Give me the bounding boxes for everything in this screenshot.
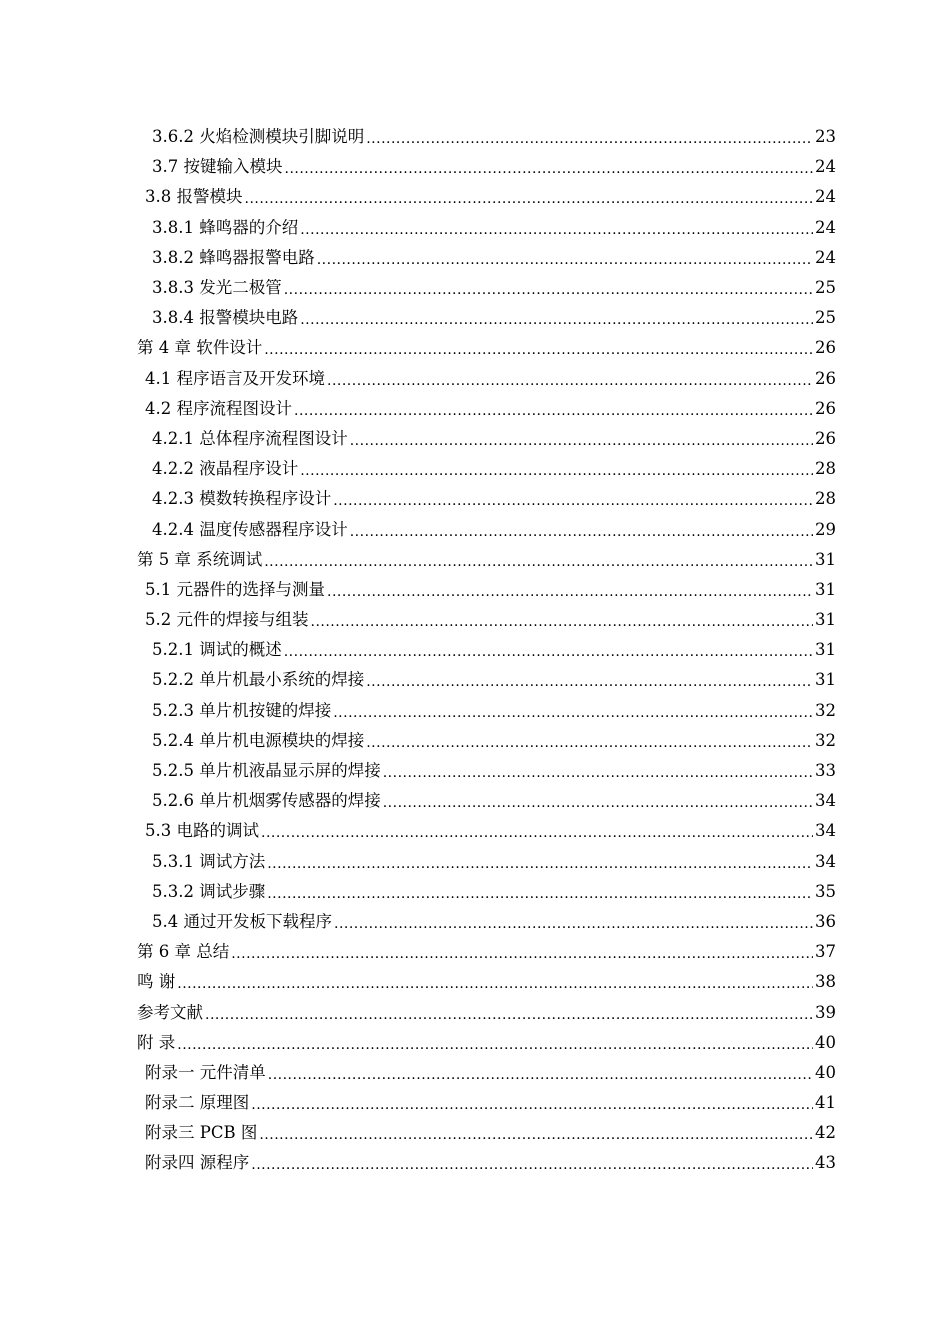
toc-entry-title: 3.7 按键输入模块 bbox=[152, 157, 283, 177]
toc-entry-title: 附录四 源程序 bbox=[145, 1153, 250, 1173]
toc-dot-leader bbox=[366, 665, 813, 695]
toc-entry-page-number: 24 bbox=[815, 187, 836, 207]
toc-entry-title: 3.8.4 报警模块电路 bbox=[152, 308, 299, 328]
toc-entry-title: 5.1 元器件的选择与测量 bbox=[145, 579, 325, 599]
toc-dot-leader bbox=[267, 877, 813, 907]
toc-entry-page-number: 36 bbox=[815, 911, 836, 931]
toc-entry[interactable] bbox=[0, 303, 950, 333]
toc-entry-title: 5.3.2 调试步骤 bbox=[152, 881, 266, 901]
toc-entry-page-number: 31 bbox=[815, 610, 836, 630]
toc-dot-leader bbox=[294, 394, 813, 424]
toc-entry[interactable] bbox=[0, 1148, 950, 1178]
toc-dot-leader bbox=[327, 364, 813, 394]
toc-entry-title: 第 6 章 总结 bbox=[137, 942, 230, 962]
toc-entry-title: 附 录 bbox=[137, 1032, 176, 1052]
toc-entry[interactable] bbox=[0, 877, 950, 907]
toc-entry[interactable] bbox=[0, 152, 950, 182]
toc-entry-page-number: 28 bbox=[815, 459, 836, 479]
toc-entry[interactable] bbox=[0, 424, 950, 454]
toc-entry-page-number: 25 bbox=[815, 308, 836, 328]
toc-entry[interactable] bbox=[0, 816, 950, 846]
toc-entry-page-number: 25 bbox=[815, 278, 836, 298]
toc-entry-page-number: 34 bbox=[815, 821, 836, 841]
toc-dot-leader bbox=[264, 545, 813, 575]
toc-entry-page-number: 41 bbox=[815, 1093, 836, 1113]
toc-entry[interactable] bbox=[0, 575, 950, 605]
toc-entry-page-number: 24 bbox=[815, 247, 836, 267]
toc-entry[interactable] bbox=[0, 696, 950, 726]
toc-entry-page-number: 31 bbox=[815, 670, 836, 690]
toc-entry-title: 参考文献 bbox=[137, 1002, 203, 1022]
toc-entry-page-number: 34 bbox=[815, 851, 836, 871]
toc-entry[interactable] bbox=[0, 484, 950, 514]
toc-dot-leader bbox=[284, 635, 813, 665]
toc-entry[interactable] bbox=[0, 967, 950, 997]
toc-dot-leader bbox=[261, 816, 813, 846]
toc-entry[interactable] bbox=[0, 756, 950, 786]
toc-entry[interactable] bbox=[0, 364, 950, 394]
toc-dot-leader bbox=[177, 967, 813, 997]
toc-entry[interactable] bbox=[0, 937, 950, 967]
toc-entry-page-number: 34 bbox=[815, 791, 836, 811]
toc-entry-title: 4.2.4 温度传感器程序设计 bbox=[152, 519, 348, 539]
toc-entry[interactable] bbox=[0, 786, 950, 816]
toc-entry-page-number: 29 bbox=[815, 519, 836, 539]
toc-dot-leader bbox=[334, 907, 813, 937]
toc-dot-leader bbox=[350, 515, 813, 545]
toc-entry-page-number: 31 bbox=[815, 579, 836, 599]
toc-entry[interactable] bbox=[0, 1088, 950, 1118]
toc-entry-page-number: 24 bbox=[815, 157, 836, 177]
toc-dot-leader bbox=[366, 122, 813, 152]
toc-entry-title: 4.2.2 液晶程序设计 bbox=[152, 459, 299, 479]
toc-entry[interactable] bbox=[0, 1118, 950, 1148]
toc-entry-title: 鸣 谢 bbox=[137, 972, 176, 992]
toc-entry[interactable] bbox=[0, 394, 950, 424]
toc-dot-leader bbox=[333, 484, 813, 514]
toc-entry-page-number: 28 bbox=[815, 489, 836, 509]
toc-entry[interactable] bbox=[0, 726, 950, 756]
toc-entry-page-number: 39 bbox=[815, 1002, 836, 1022]
toc-entry[interactable] bbox=[0, 514, 950, 544]
toc-entry[interactable] bbox=[0, 545, 950, 575]
toc-entry-title: 附录一 元件清单 bbox=[145, 1062, 266, 1082]
toc-entry[interactable] bbox=[0, 1028, 950, 1058]
toc-entry-page-number: 31 bbox=[815, 549, 836, 569]
toc-entry-page-number: 26 bbox=[815, 338, 836, 358]
toc-dot-leader bbox=[205, 998, 813, 1028]
toc-dot-leader bbox=[251, 1088, 813, 1118]
toc-entry[interactable] bbox=[0, 273, 950, 303]
toc-entry-title: 5.2.4 单片机电源模块的焊接 bbox=[152, 730, 365, 750]
toc-entry[interactable] bbox=[0, 907, 950, 937]
toc-entry-page-number: 35 bbox=[815, 881, 836, 901]
toc-entry-title: 5.2.3 单片机按键的焊接 bbox=[152, 700, 332, 720]
toc-dot-leader bbox=[311, 605, 814, 635]
table-of-contents bbox=[0, 122, 950, 1179]
toc-entry-title: 附录三 PCB 图 bbox=[145, 1123, 258, 1143]
toc-entry-title: 3.6.2 火焰检测模块引脚说明 bbox=[152, 127, 365, 147]
toc-entry[interactable] bbox=[0, 122, 950, 152]
toc-entry-title: 第 5 章 系统调试 bbox=[137, 549, 263, 569]
toc-dot-leader bbox=[366, 726, 813, 756]
toc-entry-title: 3.8.3 发光二极管 bbox=[152, 278, 282, 298]
toc-dot-leader bbox=[285, 152, 814, 182]
toc-entry-page-number: 31 bbox=[815, 640, 836, 660]
toc-entry-page-number: 40 bbox=[815, 1062, 836, 1082]
toc-dot-leader bbox=[251, 1148, 813, 1178]
toc-dot-leader bbox=[300, 454, 813, 484]
toc-dot-leader bbox=[177, 1028, 813, 1058]
toc-entry-page-number: 42 bbox=[815, 1123, 836, 1143]
toc-entry-title: 5.3.1 调试方法 bbox=[152, 851, 266, 871]
toc-entry-page-number: 26 bbox=[815, 428, 836, 448]
toc-entry-title: 5.3 电路的调试 bbox=[145, 821, 259, 841]
toc-entry-title: 5.2.5 单片机液晶显示屏的焊接 bbox=[152, 761, 381, 781]
toc-entry-title: 4.2 程序流程图设计 bbox=[145, 398, 292, 418]
toc-entry[interactable] bbox=[0, 333, 950, 363]
toc-dot-leader bbox=[245, 182, 814, 212]
toc-entry-title: 5.2.1 调试的概述 bbox=[152, 640, 282, 660]
toc-entry-title: 5.4 通过开发板下载程序 bbox=[152, 911, 332, 931]
toc-entry[interactable] bbox=[0, 605, 950, 635]
toc-entry-title: 3.8.2 蜂鸣器报警电路 bbox=[152, 247, 315, 267]
toc-dot-leader bbox=[268, 1058, 813, 1088]
toc-entry[interactable] bbox=[0, 182, 950, 212]
toc-entry-page-number: 32 bbox=[815, 700, 836, 720]
toc-entry-title: 4.2.3 模数转换程序设计 bbox=[152, 489, 332, 509]
toc-dot-leader bbox=[333, 696, 813, 726]
toc-entry-title: 第 4 章 软件设计 bbox=[137, 338, 263, 358]
toc-entry-title: 5.2.6 单片机烟雾传感器的焊接 bbox=[152, 791, 381, 811]
toc-dot-leader bbox=[231, 937, 813, 967]
toc-dot-leader bbox=[300, 303, 813, 333]
toc-entry-page-number: 43 bbox=[815, 1153, 836, 1173]
toc-entry[interactable] bbox=[0, 635, 950, 665]
toc-entry-title: 4.2.1 总体程序流程图设计 bbox=[152, 428, 348, 448]
toc-dot-leader bbox=[300, 213, 813, 243]
toc-entry[interactable] bbox=[0, 997, 950, 1027]
toc-entry-page-number: 23 bbox=[815, 127, 836, 147]
toc-entry-title: 3.8.1 蜂鸣器的介绍 bbox=[152, 217, 299, 237]
toc-dot-leader bbox=[267, 847, 813, 877]
toc-dot-leader bbox=[383, 756, 813, 786]
toc-entry-title: 附录二 原理图 bbox=[145, 1093, 250, 1113]
toc-entry-title: 4.1 程序语言及开发环境 bbox=[145, 368, 325, 388]
toc-entry[interactable] bbox=[0, 665, 950, 695]
toc-entry-page-number: 33 bbox=[815, 761, 836, 781]
toc-dot-leader bbox=[327, 575, 813, 605]
toc-entry-page-number: 37 bbox=[815, 942, 836, 962]
toc-entry[interactable] bbox=[0, 213, 950, 243]
toc-entry-title: 5.2 元件的焊接与组装 bbox=[145, 610, 309, 630]
toc-entry[interactable] bbox=[0, 1058, 950, 1088]
toc-entry[interactable] bbox=[0, 454, 950, 484]
toc-entry[interactable] bbox=[0, 243, 950, 273]
toc-entry-page-number: 24 bbox=[815, 217, 836, 237]
toc-entry[interactable] bbox=[0, 847, 950, 877]
toc-dot-leader bbox=[284, 273, 813, 303]
toc-entry-title: 3.8 报警模块 bbox=[145, 187, 243, 207]
toc-entry-page-number: 38 bbox=[815, 972, 836, 992]
toc-dot-leader bbox=[317, 243, 813, 273]
toc-entry-page-number: 40 bbox=[815, 1032, 836, 1052]
toc-entry-page-number: 32 bbox=[815, 730, 836, 750]
toc-dot-leader bbox=[350, 424, 813, 454]
toc-dot-leader bbox=[264, 333, 813, 363]
toc-dot-leader bbox=[259, 1118, 813, 1148]
toc-dot-leader bbox=[383, 786, 813, 816]
toc-entry-title: 5.2.2 单片机最小系统的焊接 bbox=[152, 670, 365, 690]
toc-entry-page-number: 26 bbox=[815, 398, 836, 418]
toc-entry-page-number: 26 bbox=[815, 368, 836, 388]
